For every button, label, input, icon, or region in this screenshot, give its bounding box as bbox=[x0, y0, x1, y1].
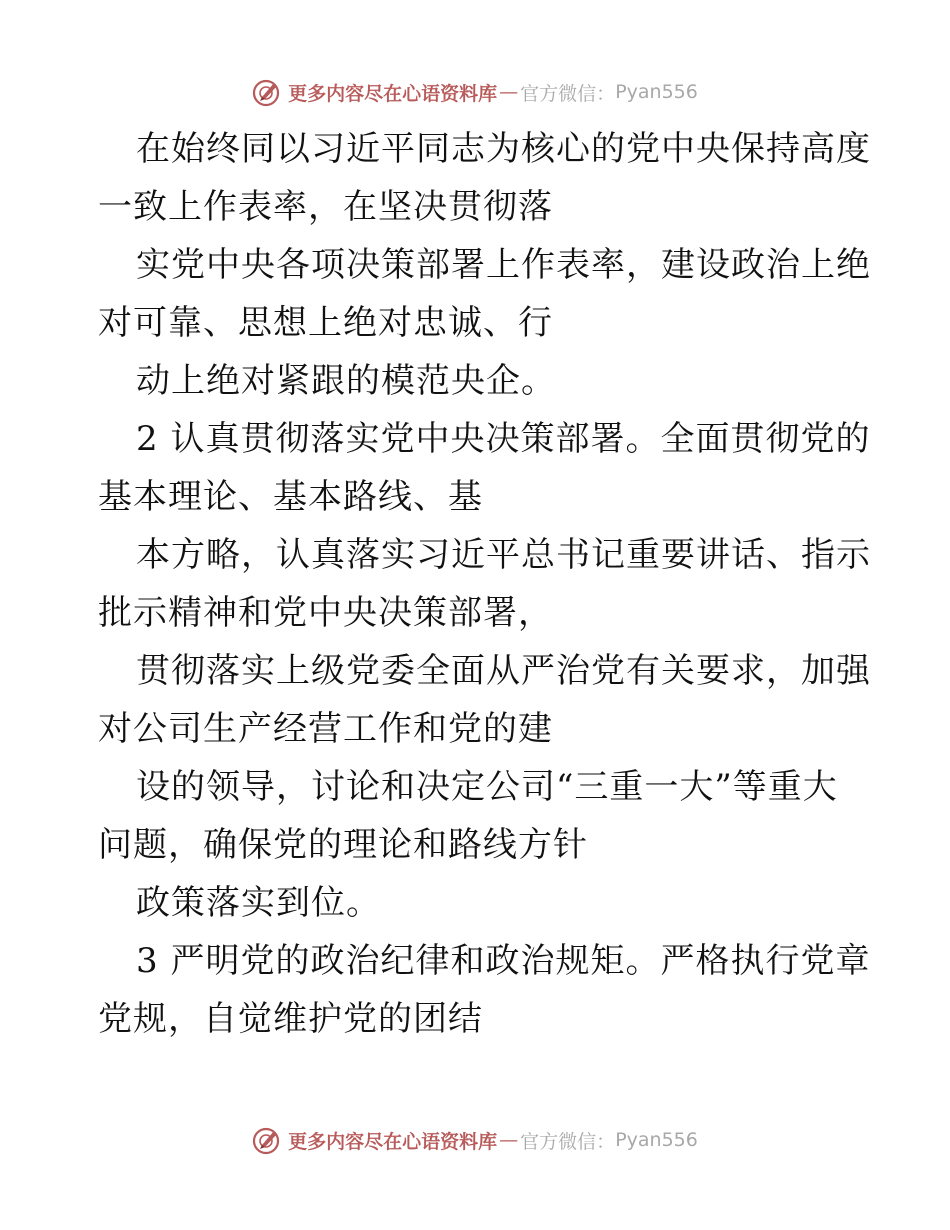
text-line: 一致上作表率，在坚决贯彻落 bbox=[98, 187, 553, 227]
text-line: 设的领导，讨论和决定公司“三重一大”等重大 bbox=[136, 767, 838, 807]
banner-dash: — bbox=[499, 1129, 519, 1151]
banner-wechat-label: 官方微信： bbox=[520, 1130, 616, 1153]
text-line: 对可靠、思想上绝对忠诚、行 bbox=[98, 303, 553, 343]
text-line: 实党中央各项决策部署上作表率，建设政治上绝 bbox=[136, 245, 871, 285]
text-line: 在始终同以习近平同志为核心的党中央保持高度 bbox=[136, 129, 871, 169]
banner-wechat-label: 官方微信： bbox=[520, 82, 616, 105]
banner-dash: — bbox=[499, 81, 519, 103]
logo-icon bbox=[252, 1125, 282, 1155]
logo-icon bbox=[252, 77, 282, 107]
banner-wechat-id: Pyan556 bbox=[615, 81, 698, 103]
text-line: 动上绝对紧跟的模范央企。 bbox=[136, 361, 556, 401]
header-banner bbox=[0, 72, 950, 112]
banner-site-text: 更多内容尽在心语资料库 bbox=[288, 1130, 498, 1153]
document-body bbox=[98, 120, 871, 1048]
text-line: 党规，自觉维护党的团结 bbox=[98, 999, 483, 1039]
text-line: 2 认真贯彻落实党中央决策部署。全面贯彻党的 bbox=[136, 419, 871, 459]
text-line: 批示精神和党中央决策部署， bbox=[98, 593, 553, 633]
footer-banner bbox=[0, 1120, 950, 1160]
text-line: 3 严明党的政治纪律和政治规矩。严格执行党章 bbox=[136, 941, 871, 981]
text-line: 贯彻落实上级党委全面从严治党有关要求，加强 bbox=[136, 651, 871, 691]
banner-wechat-id: Pyan556 bbox=[615, 1129, 698, 1151]
banner-site-text: 更多内容尽在心语资料库 bbox=[288, 82, 498, 105]
text-line: 政策落实到位。 bbox=[136, 883, 381, 923]
text-line: 本方略，认真落实习近平总书记重要讲话、指示 bbox=[136, 535, 871, 575]
text-line: 问题，确保党的理论和路线方针 bbox=[98, 825, 588, 865]
text-line: 对公司生产经营工作和党的建 bbox=[98, 709, 553, 749]
text-line: 基本理论、基本路线、基 bbox=[98, 477, 483, 517]
